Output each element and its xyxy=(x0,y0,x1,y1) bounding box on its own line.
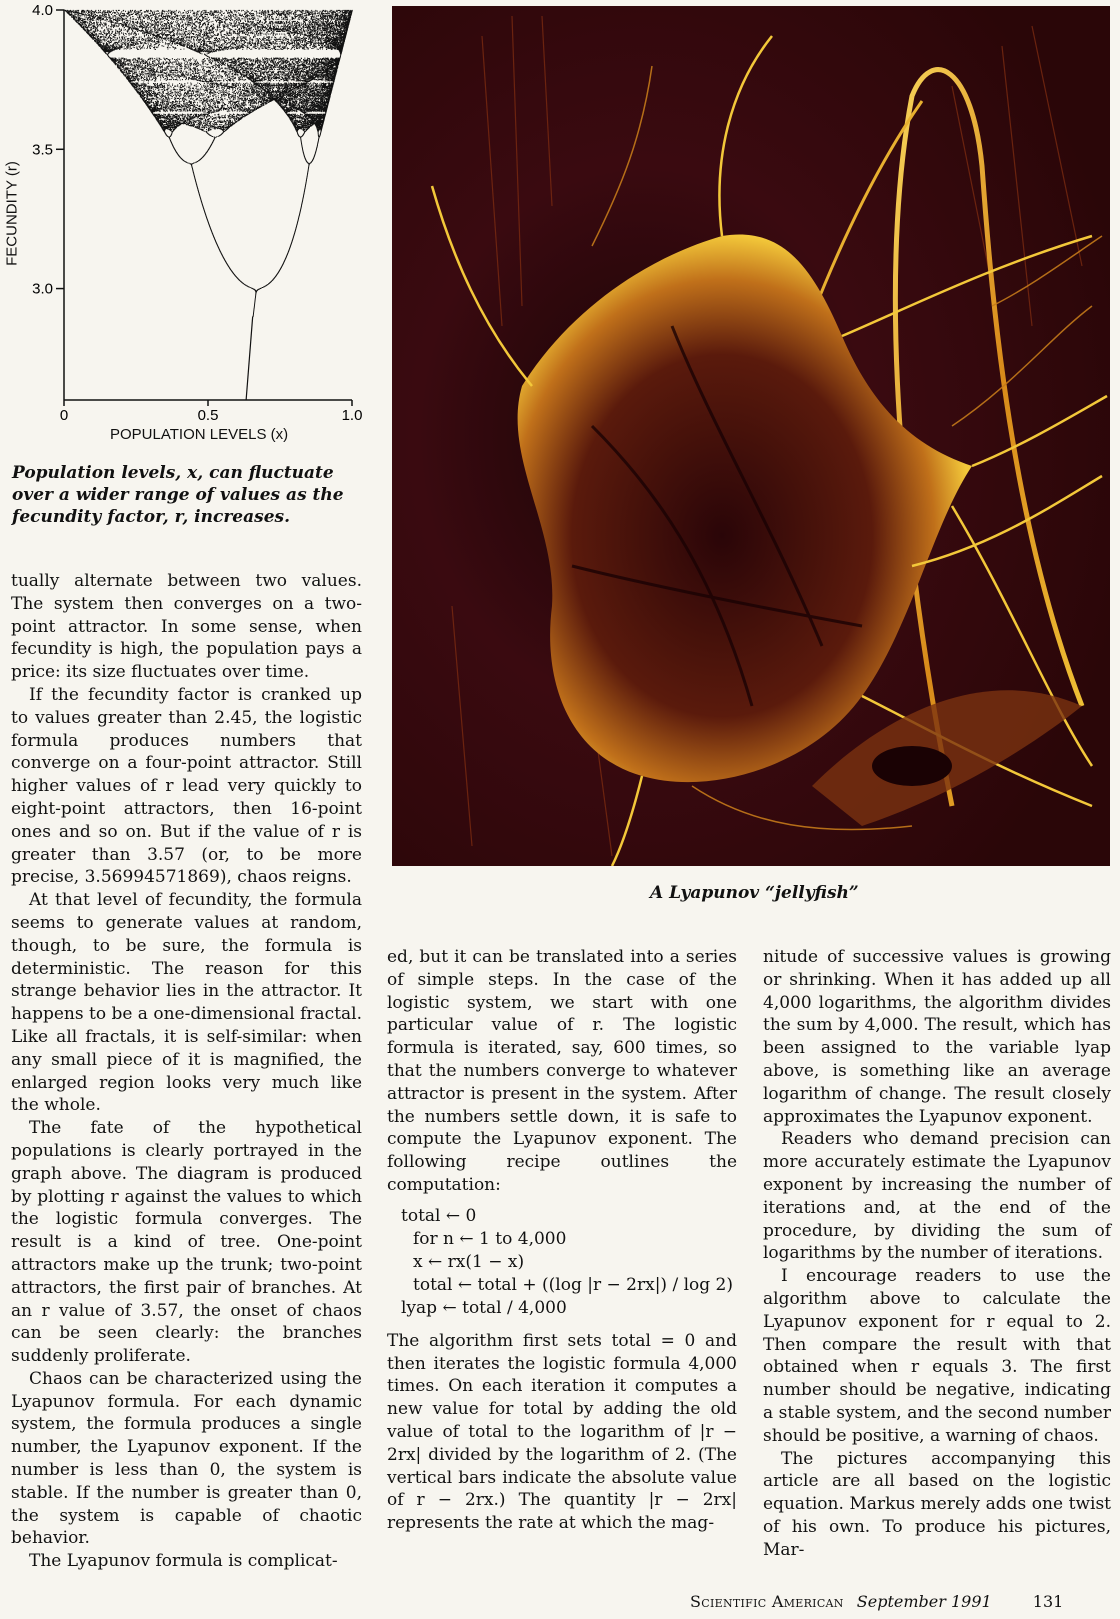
jellyfish-caption: A Lyapunov “jellyfish” xyxy=(650,883,859,903)
col1-para-5: Chaos can be characterized using the Lyapunov formula. For each dynamic system, the formula produces a single number, the Lyapunov exponent. If the number is less than 0, the system is stable. If the number is greater than 0, the system is capable of chaotic behavior. xyxy=(11,1368,362,1549)
algo-line-2: for n ← 1 to 4,000 xyxy=(413,1228,567,1249)
page-number: 131 xyxy=(1032,1592,1064,1611)
lyapunov-jellyfish-image xyxy=(392,6,1110,866)
x-tick-label: 0.5 xyxy=(197,407,219,424)
col1-para-4: The fate of the hypothetical populations is clearly portrayed in the graph above. The diagram is produced by plotting r against the values to which the logistic formula converges. The result is a kind of tree. One-point attractors make up the trunk; two-point attractors, the first pair of branches. At an r value of 3.57, the onset of chaos can be seen clearly: the branches suddenly proliferate. xyxy=(11,1118,362,1367)
column-2 xyxy=(387,946,737,1535)
col1-para-1: tually alternate between two values. The system then converges on a two-point attractor. In some sense, when fecundity is high, the population pays a price: its size fluctuates over time. xyxy=(11,571,362,683)
column-1 xyxy=(11,570,362,1573)
algo-line-1: total ← 0 xyxy=(401,1205,477,1226)
col3-para-2: Readers who demand precision can more accurately estimate the Lyapunov exponent by increasing the number of iterations and, at the end of the procedure, by dividing the sum of logarithms by the number of iterations. xyxy=(763,1129,1111,1264)
magazine-name: Scientific American xyxy=(690,1592,844,1611)
bifurcation-plot xyxy=(0,0,380,455)
bifurcation-points xyxy=(64,10,353,316)
col3-para-4: The pictures accompanying this article are all based on the logistic equation. Markus merely adds one twist of his own. To produce his pictures, Mar- xyxy=(763,1448,1111,1560)
y-tick-label: 4.0 xyxy=(32,2,53,19)
col2-para-2: The algorithm first sets total = 0 and then iterates the logistic formula 4,000 times. On each iteration it computes a new value for total by adding the old value of total to the logarithm of |r − 2rx| divided by the logarithm of 2. (The vertical bars indicate the absolute value of r − 2rx.) The quantity |r − 2rx| represents the rate at which the mag- xyxy=(387,1330,737,1534)
page-footer xyxy=(690,1592,1063,1611)
algorithm-block xyxy=(401,1205,737,1320)
algo-line-4: total ← total + ((log |r − 2rx|) / log 2) xyxy=(413,1274,734,1295)
col2-para-1: ed, but it can be translated into a series of simple steps. In the case of the logistic system, we start with one particular value of r. The logistic formula is iterated, say, 600 times, so that the numbers converge to whatever attractor is present in the system. After the numbers settle down, it is safe to compute the Lyapunov exponent. The following recipe outlines the computation: xyxy=(387,947,737,1195)
col1-para-3: At that level of fecundity, the formula seems to generate values at random, though, to be sure, the formula is deterministic. The reason for this strange behavior lies in the attractor. It happens to be a one-dimensional fractal. Like all fractals, it is self-similar: when any small piece of it is magnified, the enlarged region looks very much like the whole. xyxy=(11,890,362,1116)
x-tick-label: 1.0 xyxy=(341,407,363,424)
col1-para-6: The Lyapunov formula is complicat- xyxy=(29,1551,338,1572)
col3-para-3: I encourage readers to use the algorithm above to calculate the Lyapunov exponent for r equal to 2. Then compare the result with that obtained when r equals 3. The first number should be negative, indicating a stable system, and the second number should be positive, a warning of chaos. xyxy=(763,1266,1111,1446)
y-axis-label: FECUNDITY (r) xyxy=(3,161,21,266)
col3-para-1: nitude of successive values is growing or shrinking. When it has added up all 4,000 logarithms, the algorithm divides the sum by 4,000. The result, which has been assigned to the variable lyap above, is something like an average logarithm of change. The result closely approximates the Lyapunov exponent. xyxy=(763,947,1111,1127)
attractor-trunk xyxy=(246,316,253,400)
jellyfish-figure xyxy=(392,6,1110,866)
y-tick-label: 3.5 xyxy=(32,141,53,159)
x-tick-label: 0 xyxy=(59,407,69,424)
x-axis-label: POPULATION LEVELS (x) xyxy=(110,426,289,443)
col1-para-2: If the fecundity factor is cranked up to values greater than 2.45, the logistic formula produces numbers that converge on a four-point attractor. Still higher values of r lead very quickly to eight-point attractors, then 16-point ones and so on. But if the value of r is greater than 3.57 (or, to be more precise, 3.56994571869), chaos reigns. xyxy=(11,684,362,888)
y-tick-label: 3.0 xyxy=(32,280,53,298)
bifurcation-caption: Population levels, x, can fluctuate over a wider range of values as the fecundity factor, r, increases. xyxy=(12,463,344,527)
algo-line-3: x ← rx(1 − x) xyxy=(413,1251,525,1272)
issue-date: September 1991 xyxy=(856,1592,992,1611)
column-3 xyxy=(763,946,1111,1562)
algo-line-5: lyap ← total / 4,000 xyxy=(401,1297,567,1318)
bifurcation-chart xyxy=(0,0,380,455)
